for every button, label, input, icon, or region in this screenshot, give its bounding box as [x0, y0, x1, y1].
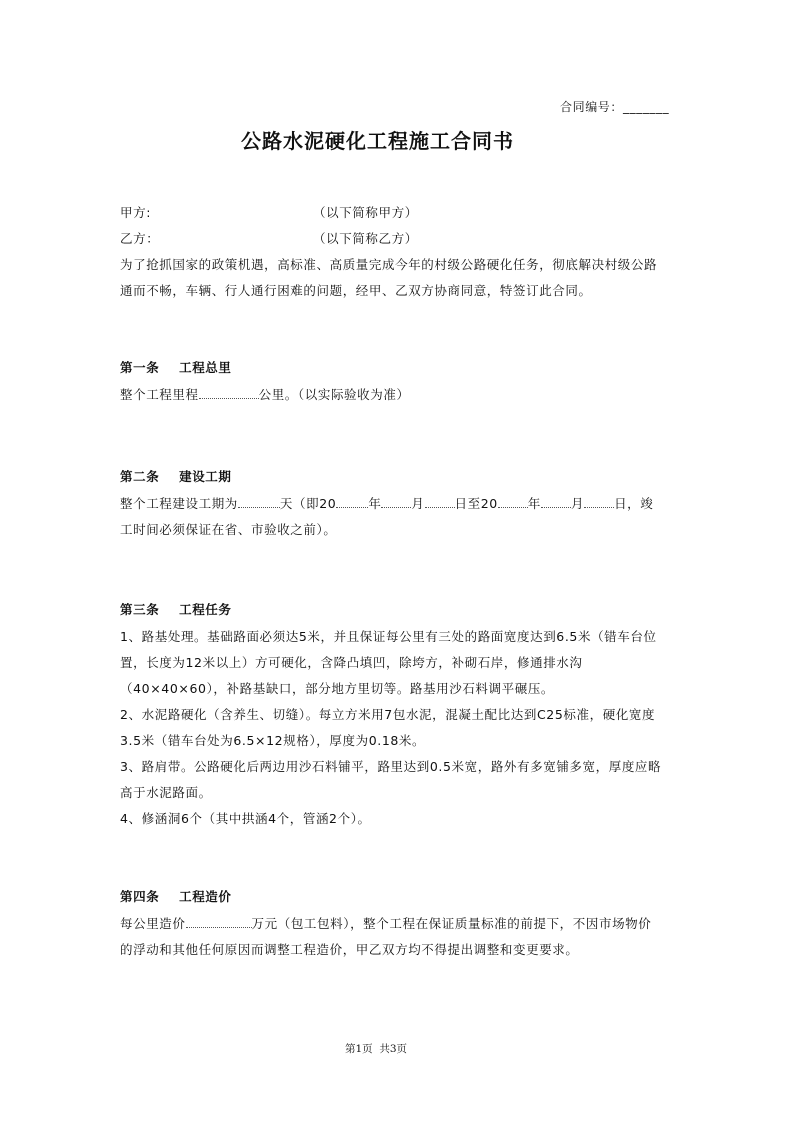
article-2-heading: 第二条 建设工期 [120, 469, 232, 484]
end-day-blank[interactable] [584, 495, 614, 508]
article-3-line: 2、水泥路硬化（含养生、切缝）。每立方米用7包水泥，混凝土配比达到C25标准，硬化宽度 [120, 707, 656, 722]
article-3-line: 4、修涵洞6个（其中拱涵4个，管涵2个）。 [120, 811, 371, 826]
article-4-line-2: 的浮动和其他任何原因而调整工程造价，甲乙双方均不得提出调整和变更要求。 [120, 942, 579, 957]
party-b-note: （以下简称乙方） [313, 231, 418, 246]
party-a-note: （以下简称甲方） [313, 205, 418, 220]
article-3-line: 高于水泥路面。 [120, 785, 212, 800]
article-2-part-4: 月 [411, 496, 425, 511]
page-title: 公路水泥硬化工程施工合同书 [241, 129, 514, 153]
party-b-label: 乙方： [120, 231, 160, 246]
party-a-label: 甲方: [120, 205, 152, 220]
intro-line-1: 为了抢抓国家的政策机遇，高标准、高质量完成今年的村级公路硬化任务，彻底解决村级公路 [120, 257, 658, 272]
article-4-prefix: 每公里造价 [120, 916, 186, 931]
article-2-part-2: 天（即20 [279, 496, 337, 511]
article-3-line: 3、路肩带。公路硬化后两边用沙石料铺平，路里达到0.5米宽，路外有多宽铺多宽，厚度应略 [120, 759, 662, 774]
article-4-suffix: 万元（包工包料），整个工程在保证质量标准的前提下，不因市场物价 [251, 916, 652, 931]
end-month-blank[interactable] [541, 495, 571, 508]
contract-number-label: 合同编号： [560, 100, 624, 114]
start-month-blank[interactable] [381, 495, 411, 508]
start-year-blank[interactable] [336, 495, 368, 508]
contract-number-blank: _______ [623, 100, 670, 114]
cost-per-km-blank[interactable] [186, 915, 252, 928]
duration-blank[interactable] [238, 495, 280, 508]
article-2-part-5: 日至20 [454, 496, 498, 511]
article-3-line: 置，长度为12米以上）方可硬化，含降凸填凹，除垮方，补砌石岸，修通排水沟 [120, 655, 583, 670]
article-3-line: 1、路基处理。基础路面必须达5米，并且保证每公里有三处的路面宽度达到6.5米（错车台位 [120, 629, 657, 644]
page-footer: 第1页 共3页 [345, 1043, 408, 1055]
article-2-text [120, 494, 653, 512]
contract-number [560, 98, 669, 115]
article-3-line: （40×40×60），补路基缺口，部分地方里切等。路基用沙石料调平碾压。 [120, 681, 555, 696]
article-2-part-1: 整个工程建设工期为 [120, 496, 238, 511]
end-year-blank[interactable] [498, 495, 528, 508]
mileage-blank[interactable] [199, 386, 259, 399]
article-1-heading: 第一条 工程总里 [120, 360, 232, 375]
article-1-text [120, 385, 410, 403]
article-3-heading: 第三条 工程任务 [120, 602, 232, 617]
article-2-part-6: 年 [527, 496, 541, 511]
article-4-heading: 第四条 工程造价 [120, 889, 232, 904]
article-2-part-3: 年 [368, 496, 382, 511]
article-2-line-2: 工时间必须保证在省、市验收之前）。 [120, 522, 337, 537]
article-2-part-7: 月 [570, 496, 585, 511]
article-1-suffix: 公里。（以实际验收为准） [258, 387, 410, 402]
start-day-blank[interactable] [425, 495, 455, 508]
intro-line-2: 通而不畅，车辆、行人通行困难的问题，经甲、乙双方协商同意，特签订此合同。 [120, 283, 592, 298]
article-1-prefix: 整个工程里程 [120, 387, 199, 402]
article-4-text [120, 914, 651, 932]
article-3-line: 3.5米（错车台处为6.5×12规格），厚度为0.18米。 [120, 733, 426, 748]
article-2-part-8: 日，竣 [614, 496, 654, 511]
